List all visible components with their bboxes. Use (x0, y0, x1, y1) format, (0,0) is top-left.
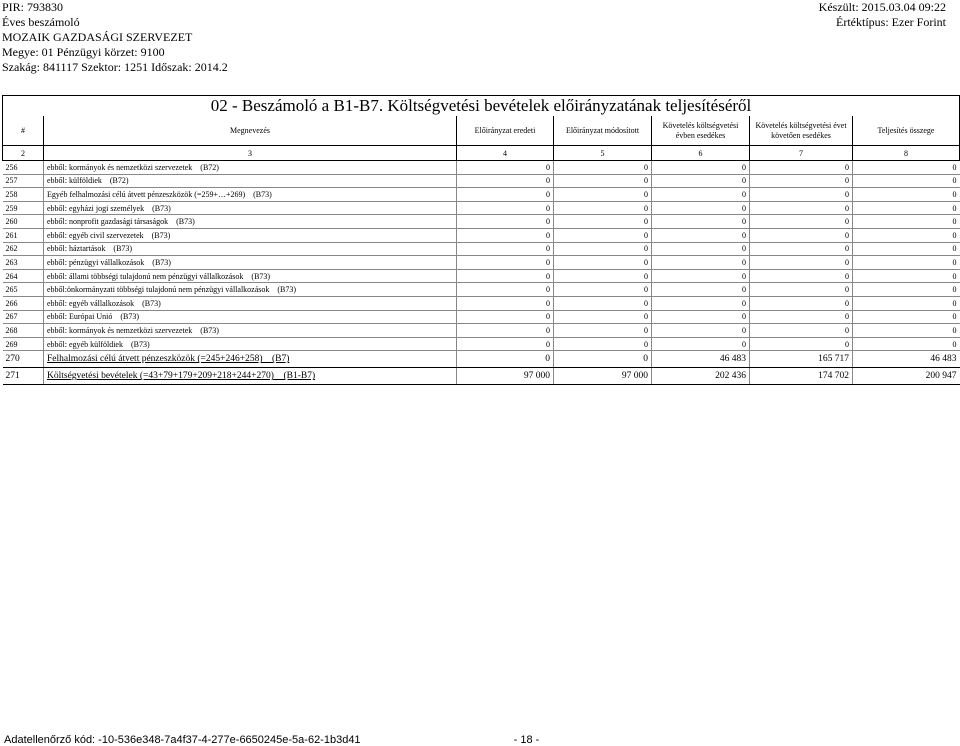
row-name (44, 188, 457, 202)
row-value: 0 (457, 228, 554, 242)
row-name (44, 351, 457, 368)
row-code: 271 (3, 368, 44, 385)
col-number: 5 (554, 146, 652, 161)
row-value: 0 (853, 174, 960, 188)
row-value: 0 (652, 161, 750, 175)
row-value: 0 (457, 296, 554, 310)
row-code: 265 (3, 283, 44, 297)
pir-id: PIR: 793830 (2, 0, 64, 14)
table-row (3, 324, 960, 338)
table-row (3, 269, 960, 283)
row-value: 0 (554, 215, 652, 229)
col-header-modified-budget: Előirányzat módosított (554, 116, 652, 146)
row-code: 268 (3, 324, 44, 338)
table-row (3, 283, 960, 297)
checksum-code: Adatellenőrző kód: -10-536e348-7a4f37-4-277e-6650245e-5a-62-1b3d41 (4, 734, 361, 746)
col-header-number: # (3, 116, 44, 146)
row-value: 0 (853, 188, 960, 202)
row-value: 0 (652, 201, 750, 215)
row-value: 0 (750, 215, 853, 229)
row-name (44, 228, 457, 242)
row-value: 0 (652, 228, 750, 242)
col-header-original-budget: Előirányzat eredeti (457, 116, 554, 146)
row-value: 0 (554, 188, 652, 202)
table-row (3, 310, 960, 324)
row-name-text: ebből: külföldiek (B72) (47, 176, 129, 186)
row-value: 0 (554, 324, 652, 338)
col-header-receivable-following-year: Követelés költségvetési évet követően esedékes (750, 116, 853, 146)
row-code: 269 (3, 337, 44, 351)
row-name-text: ebből: Európai Unió (B73) (47, 312, 139, 322)
row-code: 259 (3, 201, 44, 215)
col-number: 7 (750, 146, 853, 161)
row-name-text: ebből: kormányok és nemzetközi szervezetek (B73) (47, 325, 219, 335)
row-value: 0 (554, 351, 652, 368)
row-name-text: Felhalmozási célú átvett pénzeszközök (=245+246+258) (B7) (47, 354, 290, 365)
row-code: 261 (3, 228, 44, 242)
table-row (3, 256, 960, 270)
row-value: 0 (652, 324, 750, 338)
row-name (44, 296, 457, 310)
row-name (44, 269, 457, 283)
table-row (3, 188, 960, 202)
col-header-receivable-current-year: Követelés költségvetési évben esedékes (652, 116, 750, 146)
row-value: 0 (457, 174, 554, 188)
row-name (44, 201, 457, 215)
row-value: 0 (853, 324, 960, 338)
report-type: Éves beszámoló (2, 15, 80, 29)
table-row (3, 368, 960, 385)
row-value: 0 (457, 324, 554, 338)
row-value: 0 (750, 174, 853, 188)
sector-period: Szakág: 841117 Szektor: 1251 Időszak: 2014.2 (2, 60, 228, 74)
row-value: 0 (652, 310, 750, 324)
row-value: 0 (457, 269, 554, 283)
organization-name: MOZAIK GAZDASÁGI SZERVEZET (2, 30, 193, 44)
table-row (3, 228, 960, 242)
created-timestamp: Készült: 2015.03.04 09:22 (818, 0, 946, 14)
row-value: 0 (652, 296, 750, 310)
row-name (44, 324, 457, 338)
row-value: 0 (853, 242, 960, 256)
row-name-text: ebből: állami többségi tulajdonú nem pénzügyi vállalkozások (B73) (47, 271, 271, 281)
row-code: 267 (3, 310, 44, 324)
row-name (44, 174, 457, 188)
row-value: 0 (457, 201, 554, 215)
row-value: 0 (554, 174, 652, 188)
row-value: 0 (457, 256, 554, 270)
row-value: 0 (652, 256, 750, 270)
row-code: 260 (3, 215, 44, 229)
row-name-text: ebből: pénzügyi vállalkozások (B73) (47, 257, 171, 267)
col-number: 4 (457, 146, 554, 161)
row-name-text: ebből: egyházi jogi személyek (B73) (47, 203, 171, 213)
report-header-right (819, 0, 946, 30)
row-value: 0 (554, 283, 652, 297)
row-value: 0 (853, 228, 960, 242)
county-district: Megye: 01 Pénzügyi körzet: 9100 (2, 45, 165, 59)
row-value: 0 (652, 215, 750, 229)
row-value: 0 (652, 242, 750, 256)
row-name (44, 283, 457, 297)
column-number-row (3, 146, 960, 161)
row-name-text: Egyéb felhalmozási célú átvett pénzeszközök (=259+…+269) (B73) (47, 189, 272, 199)
row-value: 0 (652, 337, 750, 351)
table-row (3, 351, 960, 368)
row-value: 0 (853, 201, 960, 215)
row-value: 0 (750, 324, 853, 338)
row-value: 0 (853, 161, 960, 175)
row-name (44, 368, 457, 385)
row-value: 0 (750, 161, 853, 175)
row-code: 264 (3, 269, 44, 283)
row-value: 0 (554, 337, 652, 351)
row-value: 0 (554, 310, 652, 324)
row-value: 0 (457, 283, 554, 297)
row-value: 0 (750, 269, 853, 283)
col-number: 2 (3, 146, 44, 161)
row-value: 97 000 (554, 368, 652, 385)
table-row (3, 296, 960, 310)
col-header-name: Megnevezés (44, 116, 457, 146)
row-value: 0 (554, 228, 652, 242)
table-title-row (3, 96, 960, 117)
row-name-text: ebből: kormányok és nemzetközi szervezetek (B72) (47, 162, 219, 172)
row-value: 0 (750, 201, 853, 215)
row-code: 258 (3, 188, 44, 202)
row-name (44, 256, 457, 270)
col-number: 6 (652, 146, 750, 161)
row-name-text: ebből: háztartások (B73) (47, 244, 133, 254)
row-value: 0 (554, 201, 652, 215)
report-header-left (2, 0, 228, 75)
row-name-text: ebből:önkormányzati többségi tulajdonú nem pénzügyi vállalkozások (B73) (47, 285, 297, 295)
row-name-text: ebből: egyéb vállalkozások (B73) (47, 298, 161, 308)
row-value: 0 (554, 161, 652, 175)
row-value: 0 (750, 228, 853, 242)
row-value: 0 (750, 310, 853, 324)
row-value: 0 (853, 283, 960, 297)
row-name (44, 161, 457, 175)
row-value: 0 (554, 296, 652, 310)
row-code: 262 (3, 242, 44, 256)
row-name (44, 310, 457, 324)
row-value: 202 436 (652, 368, 750, 385)
row-value: 0 (554, 269, 652, 283)
row-value: 0 (457, 351, 554, 368)
row-value: 46 483 (853, 351, 960, 368)
row-value: 0 (750, 188, 853, 202)
page-number: - 18 - (513, 734, 540, 746)
row-value: 0 (457, 215, 554, 229)
row-value: 174 702 (750, 368, 853, 385)
row-value: 0 (457, 188, 554, 202)
row-value: 0 (853, 337, 960, 351)
row-value: 165 717 (750, 351, 853, 368)
row-value: 0 (853, 310, 960, 324)
col-number: 8 (853, 146, 960, 161)
row-code: 270 (3, 351, 44, 368)
column-header-row (3, 116, 960, 146)
row-code: 256 (3, 161, 44, 175)
col-header-fulfillment: Teljesítés összege (853, 116, 960, 146)
row-name (44, 337, 457, 351)
row-value: 0 (750, 242, 853, 256)
row-value: 0 (554, 256, 652, 270)
row-value: 0 (457, 310, 554, 324)
row-name-text: ebből: nonprofit gazdasági társaságok (B73) (47, 217, 195, 227)
row-name (44, 215, 457, 229)
row-value: 0 (853, 256, 960, 270)
page-footer (4, 734, 539, 746)
row-name-text: ebből: egyéb civil szervezetek (B73) (47, 230, 171, 240)
table-row (3, 174, 960, 188)
row-value: 0 (457, 242, 554, 256)
row-value: 0 (750, 296, 853, 310)
row-value: 0 (853, 269, 960, 283)
row-name (44, 242, 457, 256)
row-value: 0 (652, 283, 750, 297)
row-value: 200 947 (853, 368, 960, 385)
table-title: 02 - Beszámoló a B1-B7. Költségvetési bevételek előirányzatának teljesítéséről (3, 96, 960, 117)
row-value: 97 000 (457, 368, 554, 385)
table-row (3, 242, 960, 256)
row-value: 0 (853, 296, 960, 310)
row-name-text: Költségvetési bevételek (=43+79+179+209+218+244+270) (B1-B7) (47, 371, 316, 382)
row-code: 263 (3, 256, 44, 270)
col-number: 3 (44, 146, 457, 161)
row-value: 0 (750, 337, 853, 351)
row-value: 0 (853, 215, 960, 229)
table-row (3, 215, 960, 229)
row-value: 0 (652, 174, 750, 188)
row-value: 0 (457, 337, 554, 351)
row-code: 257 (3, 174, 44, 188)
row-name-text: ebből: egyéb külföldiek (B73) (47, 339, 150, 349)
row-value: 0 (750, 283, 853, 297)
table-row (3, 337, 960, 351)
row-value: 0 (652, 269, 750, 283)
row-value: 46 483 (652, 351, 750, 368)
row-code: 266 (3, 296, 44, 310)
row-value: 0 (652, 188, 750, 202)
value-type: Értéktípus: Ezer Forint (836, 15, 946, 29)
budget-revenue-table (2, 95, 960, 385)
table-row (3, 201, 960, 215)
table-row (3, 161, 960, 175)
row-value: 0 (457, 161, 554, 175)
row-value: 0 (750, 256, 853, 270)
row-value: 0 (554, 242, 652, 256)
